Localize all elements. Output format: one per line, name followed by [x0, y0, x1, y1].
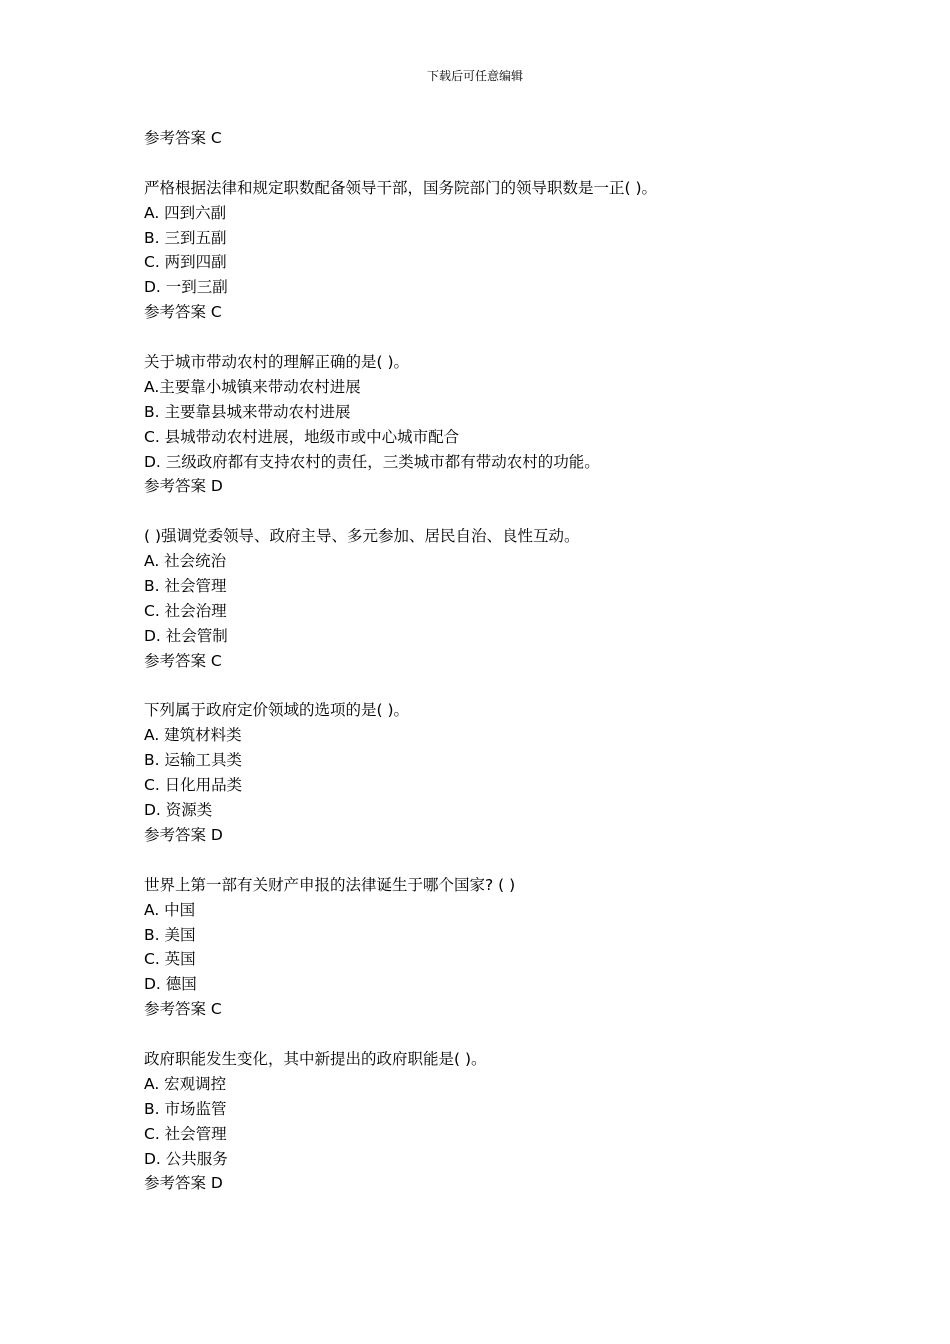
answer-line: 参考答案 D — [144, 1174, 223, 1193]
question-block-1 — [144, 176, 864, 325]
option-b: B. 市场监管 — [144, 1099, 227, 1118]
answer-line: 参考答案 C — [144, 1000, 222, 1019]
question-block-2 — [144, 350, 864, 499]
option-b: B. 美国 — [144, 925, 196, 944]
question-stem: 世界上第一部有关财产申报的法律诞生于哪个国家? ( ) — [144, 875, 516, 894]
question-stem: 严格根据法律和规定职数配备领导干部，国务院部门的领导职数是一正( )。 — [144, 178, 658, 197]
question-block-3 — [144, 524, 864, 673]
option-b: B. 社会管理 — [144, 577, 227, 596]
option-a: A. 四到六副 — [144, 203, 227, 222]
option-c: C. 日化用品类 — [144, 776, 243, 795]
option-a: A. 宏观调控 — [144, 1074, 227, 1093]
spacer — [144, 151, 864, 176]
answer-line: 参考答案 D — [144, 477, 223, 496]
answer-line: 参考答案 D — [144, 825, 223, 844]
spacer — [144, 674, 864, 699]
option-d: D. 公共服务 — [144, 1149, 228, 1168]
option-c: C. 社会管理 — [144, 1124, 227, 1143]
option-a: A. 中国 — [144, 900, 196, 919]
question-stem: ( )强调党委领导、政府主导、多元参加、居民自治、良性互动。 — [144, 527, 580, 546]
answer-line: 参考答案 C — [144, 129, 222, 147]
option-a: A. 社会统治 — [144, 552, 227, 571]
answer-line: 参考答案 C — [144, 303, 222, 322]
option-a: A.主要靠小城镇来带动农村进展 — [144, 377, 361, 396]
option-d: D. 三级政府都有支持农村的责任，三类城市都有带动农村的功能。 — [144, 452, 600, 471]
spacer — [144, 499, 864, 524]
question-stem: 下列属于政府定价领域的选项的是( )。 — [144, 701, 410, 720]
option-b: B. 三到五副 — [144, 228, 227, 247]
document-body — [144, 126, 864, 1196]
option-a: A. 建筑材料类 — [144, 726, 242, 745]
option-d: D. 社会管制 — [144, 626, 228, 645]
question-block-5 — [144, 873, 864, 1022]
option-c: C. 社会治理 — [144, 601, 227, 620]
answer-line: 参考答案 C — [144, 651, 222, 670]
option-c: C. 两到四副 — [144, 253, 227, 272]
option-c: C. 英国 — [144, 950, 196, 969]
option-d: D. 一到三副 — [144, 278, 228, 297]
spacer — [144, 848, 864, 873]
page-header: 下载后可任意编辑 — [426, 69, 523, 83]
option-b: B. 运输工具类 — [144, 751, 242, 770]
question-block-6 — [144, 1047, 864, 1196]
spacer — [144, 325, 864, 350]
option-d: D. 资源类 — [144, 801, 213, 820]
option-d: D. 德国 — [144, 975, 197, 994]
option-b: B. 主要靠县城来带动农村进展 — [144, 402, 351, 421]
spacer — [144, 1022, 864, 1047]
option-c: C. 县城带动农村进展，地级市或中心城市配合 — [144, 427, 460, 446]
question-block-4 — [144, 698, 864, 847]
question-stem: 关于城市带动农村的理解正确的是( )。 — [144, 353, 410, 372]
question-stem: 政府职能发生变化，其中新提出的政府职能是( )。 — [144, 1049, 487, 1068]
